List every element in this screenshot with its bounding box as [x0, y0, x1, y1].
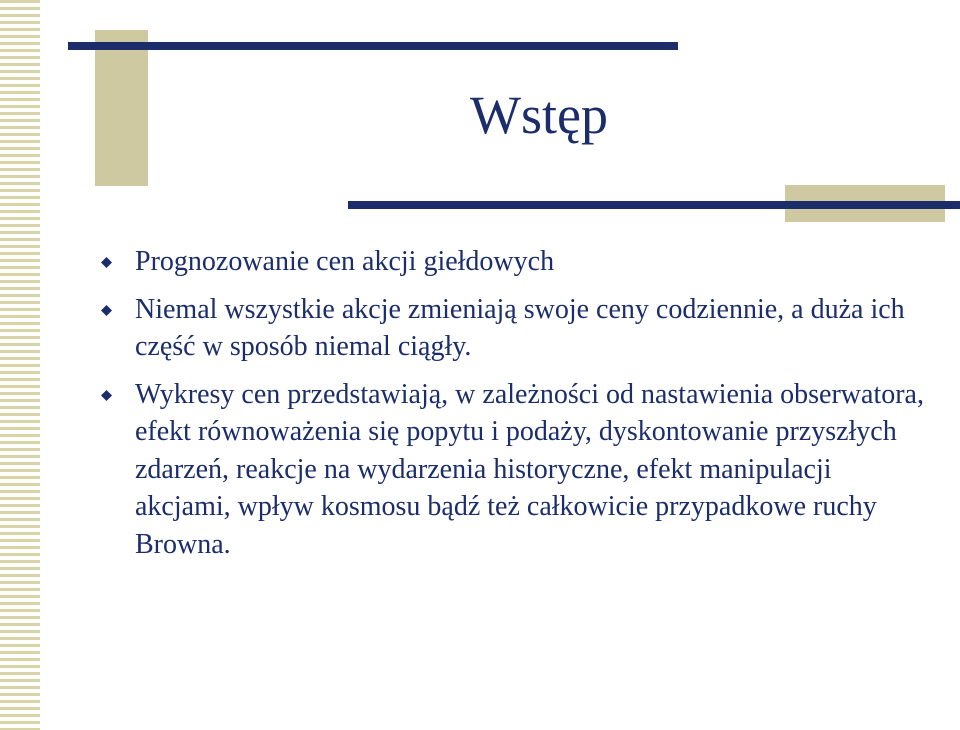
decorative-navy-line-mid — [348, 201, 960, 209]
diamond-bullet-icon — [101, 305, 112, 316]
decorative-navy-line-top — [68, 42, 678, 50]
diamond-bullet-icon — [101, 390, 112, 401]
bullet-item — [97, 291, 927, 366]
bullet-text: Niemal wszystkie akcje zmieniają swoje ceny codziennie, a duża ich część w sposób niemal ciągły. — [135, 293, 905, 362]
bullet-item — [97, 243, 927, 281]
slide-title: Wstęp — [470, 85, 608, 145]
bullet-item — [97, 376, 927, 564]
diamond-bullet-icon — [101, 257, 112, 268]
bullet-list — [97, 243, 927, 573]
bullet-text: Prognozowanie cen akcji giełdowych — [135, 246, 555, 277]
decorative-stripes — [0, 0, 40, 730]
decorative-tan-block-top — [95, 30, 148, 186]
bullet-text: Wykresy cen przedstawiają, w zależności od nastawienia obserwatora, efekt równoważenia się popytu i podaży, dyskontowanie przyszłych zdarzeń, reakcje na wydarzenia historyczne, efekt manipulacji akcjami, wpływ kosmosu bądź też całkowicie przypadkowe ruchy Browna. — [135, 378, 924, 560]
